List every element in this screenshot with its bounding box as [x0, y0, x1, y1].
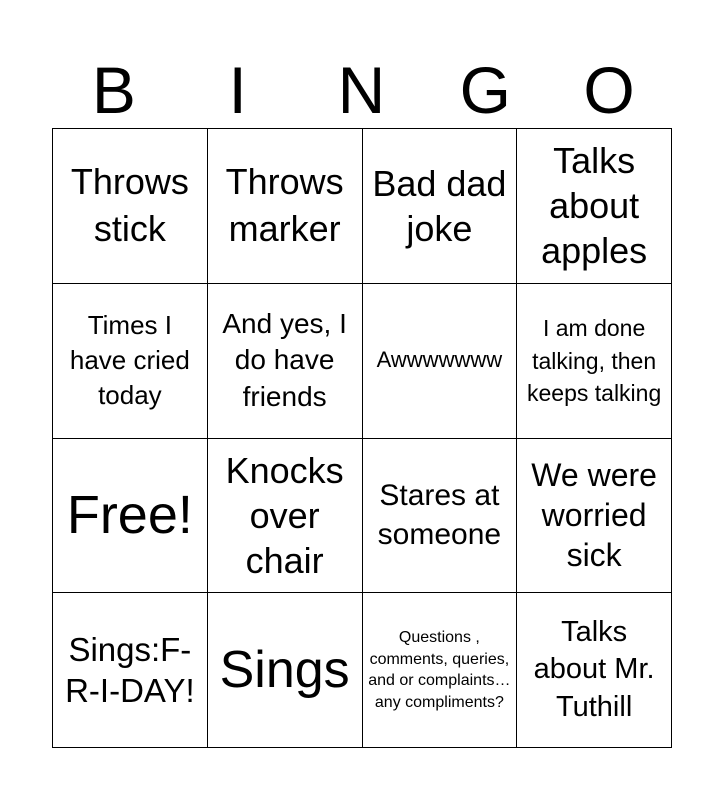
cell-text: Throws stick — [70, 161, 189, 249]
cell-text: Awwwwwww — [376, 347, 503, 373]
bingo-cell[interactable] — [53, 129, 208, 284]
bingo-cell[interactable] — [363, 129, 518, 284]
cell-text: Talks about Mr. Tuthill — [533, 615, 655, 723]
bingo-cell[interactable] — [517, 284, 672, 439]
bingo-cell[interactable] — [208, 284, 363, 439]
cell-text: Throws marker — [225, 161, 344, 249]
bingo-cell[interactable] — [363, 439, 518, 594]
bingo-cell[interactable] — [53, 593, 208, 748]
cell-text: Times I have cried today — [69, 309, 190, 411]
cell-text: Bad dad joke — [372, 162, 507, 249]
free-space-cell[interactable] — [53, 439, 208, 594]
bingo-cell[interactable] — [517, 129, 672, 284]
free-space-text: Free! — [66, 485, 193, 546]
cell-text: I am done talking, then keeps talking — [527, 315, 662, 406]
bingo-cell[interactable] — [363, 284, 518, 439]
header-letter-i: I — [228, 53, 247, 127]
header-letter-n: N — [337, 53, 386, 127]
cell-text: We were worried sick — [531, 457, 657, 574]
cell-text: Sings — [219, 640, 350, 699]
bingo-cell[interactable] — [517, 439, 672, 594]
header-letter-g: G — [459, 53, 511, 127]
cell-text: Questions , comments, queries, and or complaints… any compliments? — [368, 628, 511, 711]
bingo-cell[interactable] — [208, 439, 363, 594]
cell-text: Knocks over chair — [225, 449, 344, 581]
bingo-cell[interactable] — [363, 593, 518, 748]
cell-text: And yes, I do have friends — [222, 308, 347, 412]
cell-text: Talks about apples — [541, 140, 648, 272]
header-letter-b: B — [91, 53, 136, 127]
bingo-cell[interactable] — [208, 593, 363, 748]
bingo-cell[interactable] — [208, 129, 363, 284]
cell-text: Stares at someone — [377, 479, 502, 552]
bingo-cell[interactable] — [517, 593, 672, 748]
cell-text: Sings:F-R-I-DAY! — [65, 630, 195, 710]
header-letter-o: O — [583, 53, 635, 127]
bingo-card-grid — [52, 128, 672, 748]
bingo-cell[interactable] — [53, 284, 208, 439]
bingo-header — [52, 52, 671, 128]
